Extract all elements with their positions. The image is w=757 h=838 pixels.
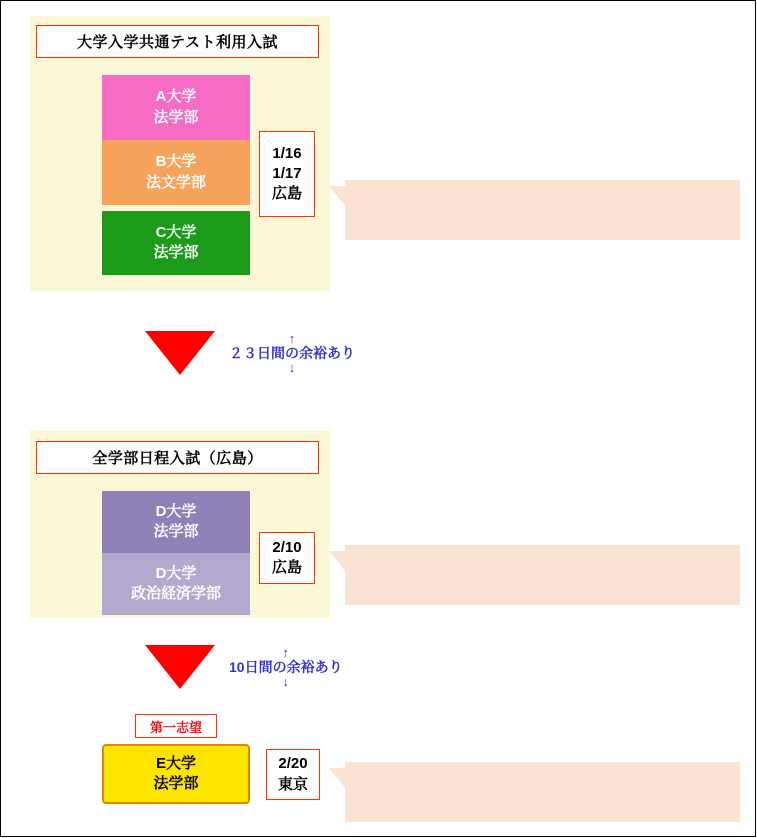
university-name: D大学 <box>155 502 197 520</box>
date-tag-group-1 <box>259 131 315 217</box>
gap-text-block <box>229 646 343 689</box>
date-tag-final <box>266 749 320 800</box>
down-arrow-icon <box>145 645 215 689</box>
university-name: B大学 <box>155 153 197 171</box>
university-name: D大学 <box>155 564 197 582</box>
gap-label: 10日間の余裕あり <box>229 658 343 675</box>
university-faculty: 法学部 <box>153 775 199 792</box>
university-faculty: 法文学部 <box>145 173 206 191</box>
university-box-d-law <box>102 491 250 553</box>
arrow-down-icon: ↓ <box>288 360 296 376</box>
date-place: 東京 <box>277 775 308 793</box>
callout-tail-icon <box>329 186 347 208</box>
callout-tail-icon <box>329 551 347 573</box>
university-box-e <box>102 744 250 804</box>
university-faculty: 法学部 <box>153 108 199 126</box>
callout-group-2 <box>345 545 740 605</box>
date-tag-group-2 <box>259 532 315 584</box>
date-place: 広島 <box>271 185 302 203</box>
date-line-2: 1/17 <box>272 164 302 182</box>
date-line-1: 2/10 <box>272 538 302 556</box>
gap-annotation-2 <box>145 636 405 698</box>
group-title-common-test: 大学入学共通テスト利用入試 <box>36 25 319 58</box>
university-faculty: 法学部 <box>153 523 199 540</box>
university-name: E大学 <box>155 754 196 772</box>
date-place: 広島 <box>271 559 302 576</box>
university-box-a <box>102 75 250 140</box>
callout-group-1 <box>345 180 740 240</box>
university-name: A大学 <box>155 88 197 106</box>
university-box-b <box>102 140 250 205</box>
university-name: C大学 <box>155 223 197 241</box>
down-arrow-icon <box>145 331 215 375</box>
arrow-up-icon: ↑ <box>282 644 290 660</box>
university-faculty: 政治経済学部 <box>130 585 221 602</box>
university-faculty: 法学部 <box>153 244 199 261</box>
callout-final <box>345 762 740 822</box>
group-title-all-faculty: 全学部日程入試（広島） <box>36 441 319 474</box>
university-box-d-politics-economics <box>102 553 250 615</box>
arrow-down-icon: ↓ <box>282 674 290 690</box>
first-choice-badge: 第一志望 <box>135 714 217 738</box>
gap-annotation-1 <box>145 318 405 388</box>
gap-text-block <box>229 332 355 375</box>
university-box-c <box>102 211 250 275</box>
date-line-1: 1/16 <box>272 144 302 162</box>
arrow-up-icon: ↑ <box>288 330 296 346</box>
callout-tail-icon <box>329 768 347 790</box>
gap-label: ２３日間の余裕あり <box>229 344 355 361</box>
date-line-1: 2/20 <box>278 755 308 773</box>
